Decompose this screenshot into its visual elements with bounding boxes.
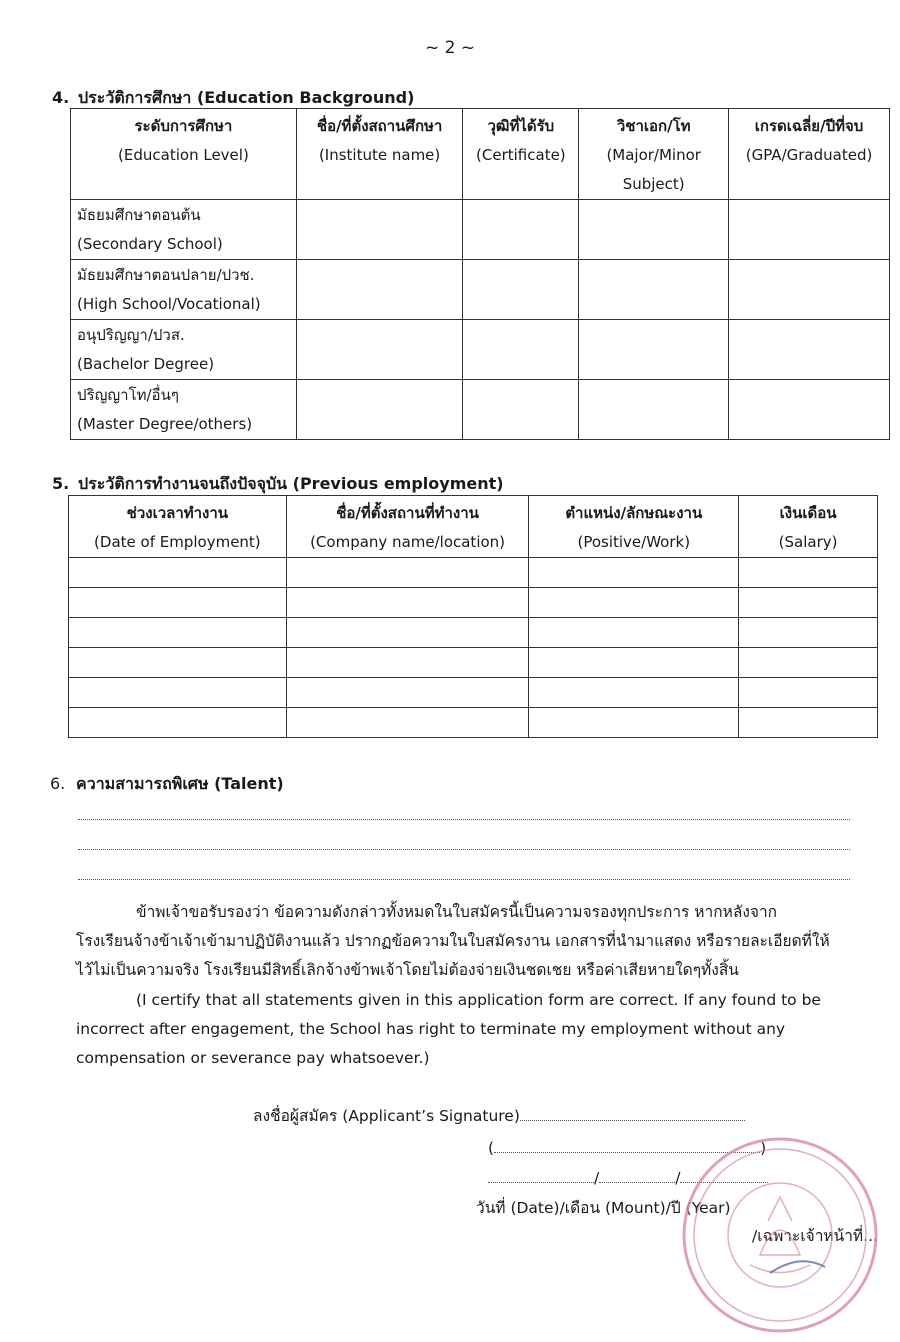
employment-cell[interactable] — [69, 558, 287, 588]
certification-th-line: โรงเรียนจ้างข้าเจ้าเข้ามาปฏิบัติงานแล้ว ปรากฏข้อความในใบสมัครงาน เอกสารที่นำมาแสดง หรือรายละเอียดที่ให้ — [76, 932, 830, 950]
applicant-signature-label: ลงชื่อผู้สมัคร (Applicant’s Signature) — [253, 1107, 520, 1125]
section-4-number: 4. — [52, 88, 70, 107]
employment-cell[interactable] — [69, 678, 287, 708]
section-6-title: ความสามารถพิเศษ (Talent) — [76, 774, 284, 793]
employment-cell[interactable] — [69, 648, 287, 678]
certification-th-line: ข้าพเจ้าขอรับรองว่า ข้อความดังกล่าวทั้งหมดในใบสมัครนี้เป็นความจรองทุกประการ หากหลังจาก — [136, 903, 778, 921]
education-header-institute: ชื่อ/ที่ตั้งสถานศึกษา (Institute name) — [296, 109, 463, 200]
certification-en — [76, 986, 866, 1073]
employment-table — [68, 495, 878, 738]
applicant-signature-field[interactable] — [520, 1106, 745, 1121]
major-input-cell[interactable] — [579, 320, 729, 380]
education-header-major: วิชาเอก/โท (Major/Minor Subject) — [579, 109, 729, 200]
section-5-title-th: ประวัติการทำงานจนถึงปัจจุบัน — [78, 474, 288, 493]
employment-cell[interactable] — [69, 618, 287, 648]
section-6-heading — [50, 772, 284, 797]
date-label: วันที่ (Date)/เดือน (Mount)/ปี (Year) — [476, 1199, 731, 1217]
certificate-input-cell[interactable] — [463, 200, 579, 260]
employment-cell[interactable] — [739, 618, 878, 648]
employment-cell[interactable] — [529, 648, 739, 678]
table-row — [69, 558, 878, 588]
employment-cell[interactable] — [739, 558, 878, 588]
employment-header-company: ชื่อ/ที่ตั้งสถานที่ทำงาน (Company name/location) — [286, 496, 529, 558]
employment-cell[interactable] — [286, 708, 529, 738]
employment-cell[interactable] — [529, 618, 739, 648]
employment-cell[interactable] — [739, 678, 878, 708]
employment-header-position: ตำแหน่ง/ลักษณะงาน (Positive/Work) — [529, 496, 739, 558]
section-6-number: 6. — [50, 774, 66, 793]
education-level-cell: อนุปริญญา/ปวส. (Bachelor Degree) — [71, 320, 297, 380]
gpa-input-cell[interactable] — [729, 260, 890, 320]
employment-cell[interactable] — [529, 588, 739, 618]
date-slash: / — [594, 1169, 600, 1187]
table-row — [71, 320, 890, 380]
education-header-gpa: เกรดเฉลี่ย/ปีที่จบ (GPA/Graduated) — [729, 109, 890, 200]
date-slash: / — [675, 1169, 681, 1187]
major-input-cell[interactable] — [579, 380, 729, 440]
education-header-level: ระดับการศึกษา (Education Level) — [71, 109, 297, 200]
certification-en-line: (I certify that all statements given in this application form are correct. If any found to be — [136, 991, 821, 1009]
institute-input-cell[interactable] — [296, 320, 463, 380]
employment-header-date: ช่วงเวลาทำงาน (Date of Employment) — [69, 496, 287, 558]
employment-cell[interactable] — [739, 708, 878, 738]
table-row — [69, 588, 878, 618]
education-table — [70, 108, 890, 440]
employment-cell[interactable] — [286, 558, 529, 588]
certificate-input-cell[interactable] — [463, 260, 579, 320]
major-input-cell[interactable] — [579, 260, 729, 320]
table-row — [69, 708, 878, 738]
applicant-signature-row — [253, 1102, 745, 1131]
certification-en-line: incorrect after engagement, the School has right to terminate my employment without any — [76, 1020, 786, 1038]
section-5-number: 5. — [52, 474, 70, 493]
certification-th-line: ไว้ไม่เป็นความจริง โรงเรียนมีสิทธิ์เลิกจ้างข้าพเจ้าโดยไม่ต้องจ่ายเงินชดเชย หรือค่าเสียหายใดๆทั้งสิ้น — [76, 961, 739, 979]
employment-cell[interactable] — [739, 648, 878, 678]
section-4-title-th: ประวัติการศึกษา — [78, 88, 192, 107]
staff-only-label: /เฉพาะเจ้าหน้าที่... — [752, 1227, 878, 1245]
employment-header-row — [69, 496, 878, 558]
education-level-cell: มัธยมศึกษาตอนต้น (Secondary School) — [71, 200, 297, 260]
date-day-field[interactable] — [488, 1168, 594, 1183]
page-number: ~ 2 ~ — [424, 38, 476, 58]
employment-cell[interactable] — [529, 558, 739, 588]
education-level-cell: มัธยมศึกษาตอนปลาย/ปวช. (High School/Vocational) — [71, 260, 297, 320]
table-row — [71, 260, 890, 320]
gpa-input-cell[interactable] — [729, 200, 890, 260]
education-header-certificate: วุฒิที่ได้รับ (Certificate) — [463, 109, 579, 200]
table-row — [69, 678, 878, 708]
employment-cell[interactable] — [286, 648, 529, 678]
certification-en-line: compensation or severance pay whatsoever.) — [76, 1049, 430, 1067]
education-header-row — [71, 109, 890, 200]
close-paren: ) — [760, 1139, 767, 1157]
gpa-input-cell[interactable] — [729, 320, 890, 380]
employment-cell[interactable] — [286, 588, 529, 618]
institute-input-cell[interactable] — [296, 260, 463, 320]
date-month-field[interactable] — [599, 1168, 675, 1183]
section-4-title-en: (Education Background) — [196, 88, 415, 107]
certificate-input-cell[interactable] — [463, 380, 579, 440]
employment-cell[interactable] — [286, 678, 529, 708]
section-5-heading — [52, 472, 504, 497]
table-row — [69, 648, 878, 678]
table-row — [71, 200, 890, 260]
certification-th — [76, 898, 866, 985]
certificate-input-cell[interactable] — [463, 320, 579, 380]
major-input-cell[interactable] — [579, 200, 729, 260]
institute-input-cell[interactable] — [296, 380, 463, 440]
table-row — [71, 380, 890, 440]
official-stamp-seal — [680, 1135, 880, 1335]
table-row — [69, 618, 878, 648]
employment-cell[interactable] — [529, 708, 739, 738]
employment-cell[interactable] — [286, 618, 529, 648]
talent-input-line[interactable] — [78, 819, 850, 820]
education-level-cell: ปริญญาโท/อื่นๆ (Master Degree/others) — [71, 380, 297, 440]
employment-cell[interactable] — [69, 588, 287, 618]
talent-input-line[interactable] — [78, 879, 850, 880]
section-5-title-en: (Previous employment) — [292, 474, 504, 493]
institute-input-cell[interactable] — [296, 200, 463, 260]
talent-input-line[interactable] — [78, 849, 850, 850]
open-paren: ( — [488, 1139, 495, 1157]
gpa-input-cell[interactable] — [729, 380, 890, 440]
employment-cell[interactable] — [739, 588, 878, 618]
employment-cell[interactable] — [69, 708, 287, 738]
employment-cell[interactable] — [529, 678, 739, 708]
employment-header-salary: เงินเดือน (Salary) — [739, 496, 878, 558]
